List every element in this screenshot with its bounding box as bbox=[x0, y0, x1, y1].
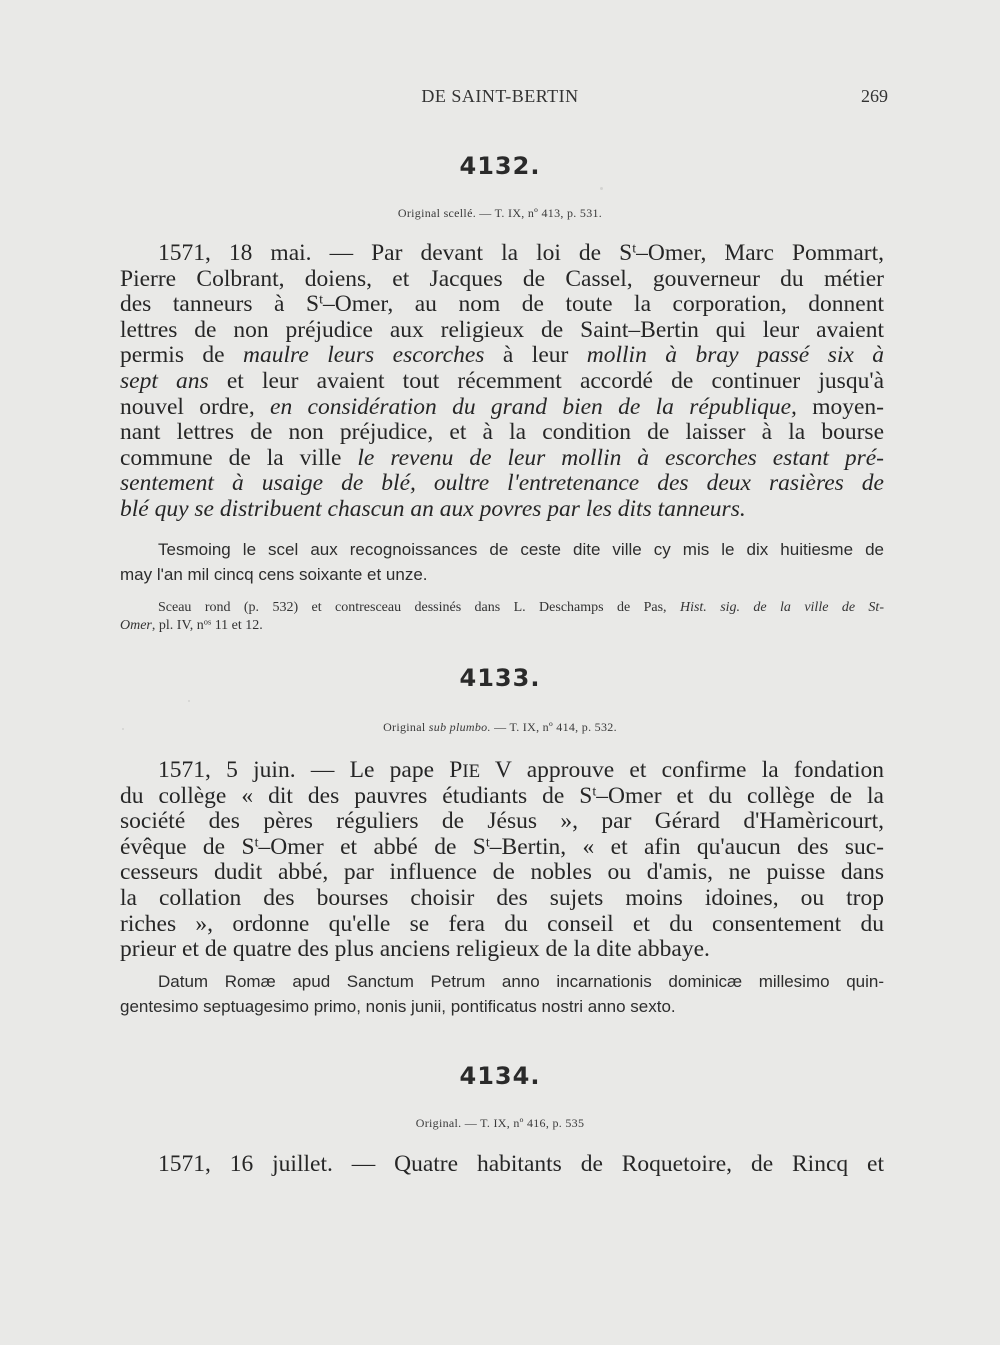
entry-quote-4132 bbox=[120, 537, 884, 587]
text-line: Pierre Colbrant, doiens, et Jacques de Cassel, gouverneur du métier bbox=[120, 265, 884, 292]
text-line: 1571, 18 mai. — Par devant la loi de $S^t$–Omer, Marc Pommart, bbox=[158, 240, 884, 266]
text-line: commune de la ville le revenu de leur mollin à escorches estant pré- bbox=[120, 444, 884, 471]
text-line: Omer, pl. IV, $n^{os}$ 11 et 12. bbox=[120, 617, 263, 633]
text-line: la collation des bourses choisir des sujets moins idoines, ou trop bbox=[120, 884, 884, 911]
text-line: des tanneurs à $S^t$–Omer, au nom de toute la corporation, donnent bbox=[120, 291, 885, 318]
text-line: sept ans et leur avaient tout récemment accordé de continuer jusqu'à bbox=[120, 367, 884, 394]
entry-body-4133 bbox=[120, 758, 884, 963]
text-line: évêque de $S^t$–Omer et abbé de $S^t$–Bertin, « et afin qu'aucun des suc- bbox=[120, 833, 884, 860]
page-number: 269 bbox=[861, 86, 888, 106]
text-line: 1571, 16 juillet. — Quatre habitants de Roquetoire, de Rincq et bbox=[158, 1151, 884, 1177]
text-line: gentesimo septuagesimo primo, nonis junii, pontificatus nostri anno sexto. bbox=[120, 997, 676, 1016]
scan-speck bbox=[122, 728, 124, 730]
entry-source-4133: Original sub plumbo. — T. IX, nº 414, p. 532. bbox=[383, 720, 617, 734]
scan-speck bbox=[600, 187, 603, 190]
text-line: may l'an mil cincq cens soixante et unze. bbox=[120, 565, 428, 584]
entry-body-4134 bbox=[120, 1152, 884, 1178]
entry-number-4133: 4133. bbox=[459, 664, 541, 692]
scan-speck bbox=[188, 700, 190, 702]
text-line: Datum Romæ apud Sanctum Petrum anno incarnationis dominicæ millesimo quin- bbox=[158, 972, 884, 991]
text-line: blé quy se distribuent chascun an aux povres par les dits tanneurs. bbox=[120, 495, 746, 522]
text-line: riches », ordonne qu'elle se fera du conseil et du consentement du bbox=[120, 910, 884, 937]
text-line: société des pères réguliers de Jésus », par Gérard d'Hamèricourt, bbox=[120, 808, 884, 835]
text-line: Tesmoing le scel aux recognoissances de ceste dite ville cy mis le dix huitiesme de bbox=[158, 540, 884, 559]
running-header: DE SAINT-BERTIN bbox=[421, 86, 579, 106]
text-line: sentement à usaige de blé, oultre l'entretenance des deux rasières de bbox=[120, 470, 884, 497]
entry-number-4134: 4134. bbox=[459, 1062, 541, 1090]
text-line: cesseurs dudit abbé, par influence de nobles ou d'amis, ne puisse dans bbox=[120, 859, 884, 886]
entry-body-4132 bbox=[120, 241, 884, 523]
text-line: 1571, 5 juin. — Le pape PIE V approuve et confirme la fondation bbox=[158, 757, 884, 783]
text-line: permis de maulre leurs escorches à leur mollin à bray passé six à bbox=[120, 342, 884, 369]
entry-source-4132: Original scellé. — T. IX, nº 413, p. 531. bbox=[397, 206, 603, 220]
text-line: du collège « dit des pauvres étudiants de $S^t$–Omer et du collège de la bbox=[120, 782, 884, 809]
entry-source-4134: Original. — T. IX, nº 416, p. 535 bbox=[415, 1116, 585, 1130]
entry-number-4132: 4132. bbox=[459, 152, 541, 180]
entry-quote-4133 bbox=[120, 969, 884, 1019]
entry-note-4132 bbox=[120, 599, 884, 635]
text-line: Sceau rond (p. 532) et contresceau dessinés dans L. Deschamps de Pas, Hist. sig. de la ville de St- bbox=[158, 600, 884, 615]
text-line: nant lettres de non préjudice, et à la condition de laisser à la bourse bbox=[120, 419, 884, 446]
text-line: nouvel ordre, en considération du grand bien de la république, moyen- bbox=[120, 393, 884, 420]
text-line: prieur et de quatre des plus anciens religieux de la dite abbaye. bbox=[120, 936, 710, 963]
text-line: lettres de non préjudice aux religieux de Saint–Bertin qui leur avaient bbox=[120, 316, 884, 343]
